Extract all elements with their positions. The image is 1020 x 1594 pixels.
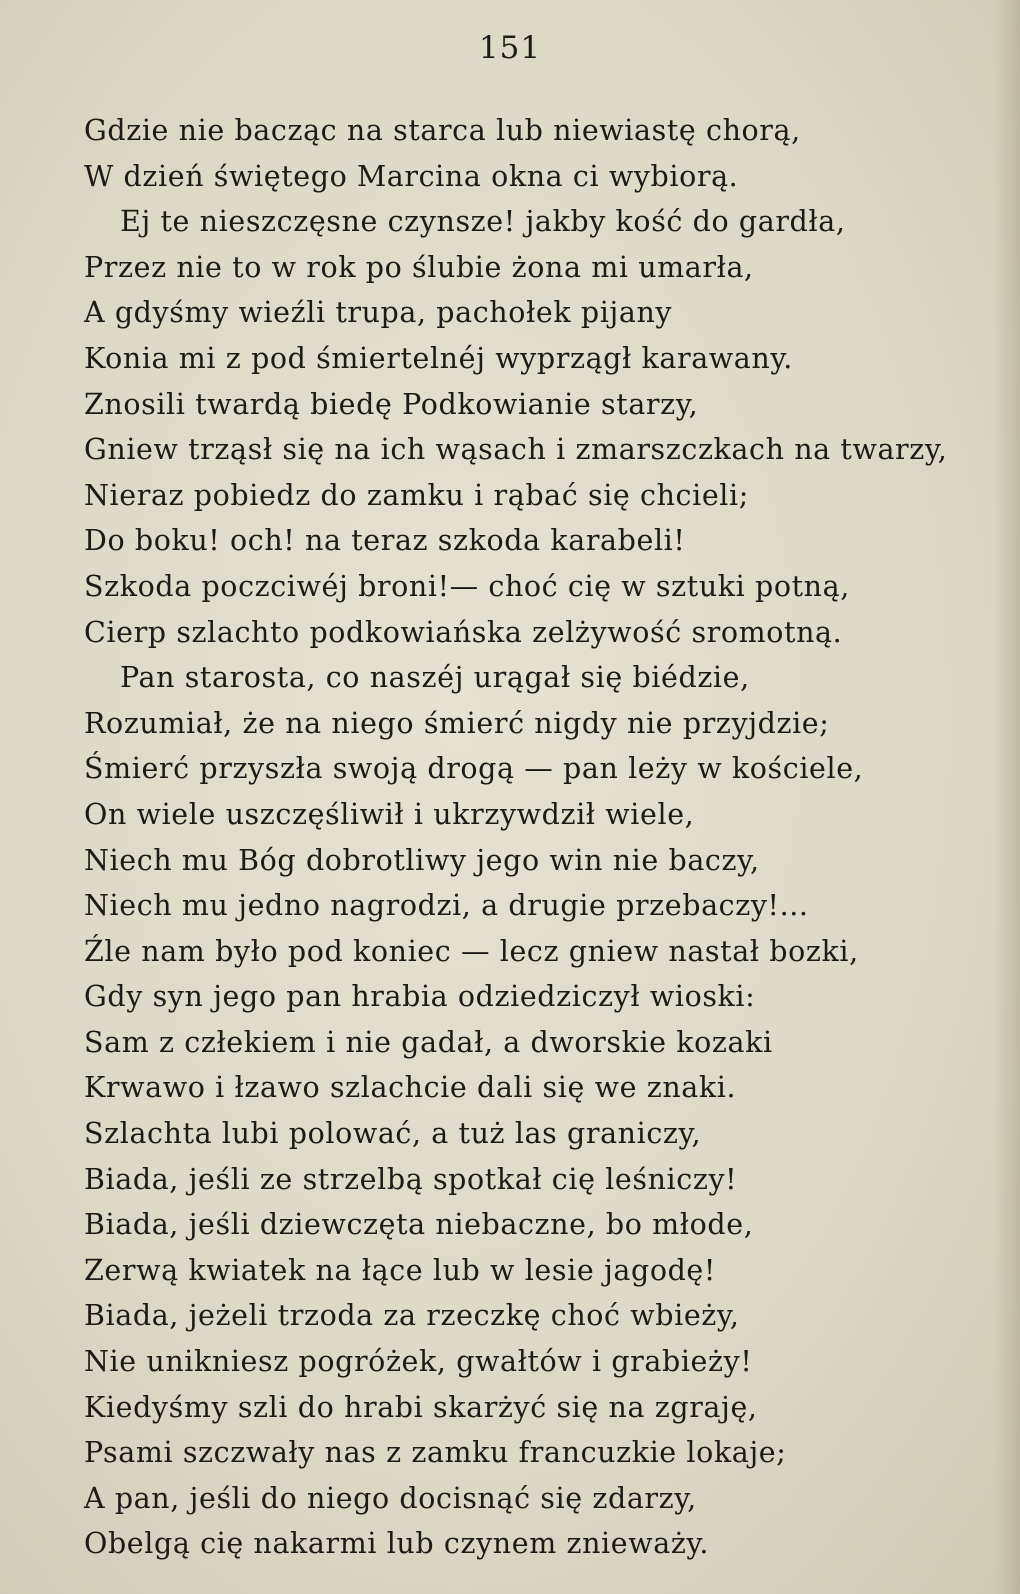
poem-line: Zerwą kwiatek na łące lub w lesie jagodę! xyxy=(84,1253,716,1287)
poem-line: Znosili twardą biedę Podkowianie starzy, xyxy=(84,387,699,421)
poem-line: Psami szczwały nas z zamku francuzkie lokaje; xyxy=(84,1436,787,1470)
poem-line: Krwawo i łzawo szlachcie dali się we znaki. xyxy=(84,1071,737,1105)
poem-line: Do boku! och! na teraz szkoda karabeli! xyxy=(84,524,686,558)
poem-line: Przez nie to w rok po ślubie żona mi umarła, xyxy=(84,250,754,284)
poem-line: Konia mi z pod śmiertelnéj wyprzągł karawany. xyxy=(84,341,793,375)
poem-line: Gniew trząsł się na ich wąsach i zmarszczkach na twarzy, xyxy=(84,433,948,467)
poem-line: Śmierć przyszła swoją drogą — pan leży w kościele, xyxy=(84,752,864,786)
poem-line: Biada, jeżeli trzoda za rzeczkę choć wbieży, xyxy=(84,1299,740,1333)
poem-line: W dzień świętego Marcina okna ci wybiorą. xyxy=(84,159,739,193)
poem-line: On wiele uszczęśliwił i ukrzywdził wiele, xyxy=(84,797,695,831)
poem-line: Cierp szlachto podkowiańska zelżywość sromotną. xyxy=(84,615,843,649)
poem-line: Źle nam było pod koniec — lecz gniew nastał bozki, xyxy=(84,934,859,968)
poem-line: Szkoda poczciwéj broni!— choć cię w sztuki potną, xyxy=(84,569,850,603)
poem-line: Biada, jeśli ze strzelbą spotkał cię leśniczy! xyxy=(84,1162,738,1196)
poem-line: Niech mu jedno nagrodzi, a drugie przebaczy!... xyxy=(84,889,809,923)
poem-line: Pan starosta, co naszéj urągał się biédzie, xyxy=(120,661,750,695)
poem-line: Sam z człekiem i nie gadał, a dworskie kozaki xyxy=(84,1025,773,1059)
page-number: 151 xyxy=(478,30,542,66)
poem-line: Ej te nieszczęsne czynsze! jakby kość do gardła, xyxy=(120,205,846,239)
poem-line: Gdy syn jego pan hrabia odziedziczył wioski: xyxy=(84,980,756,1014)
poem-line: Biada, jeśli dziewczęta niebaczne, bo młode, xyxy=(84,1208,754,1242)
poem-line: Rozumiał, że na niego śmierć nigdy nie przyjdzie; xyxy=(84,706,830,740)
poem-line: Niech mu Bóg dobrotliwy jego win nie baczy, xyxy=(84,843,760,877)
poem-line: A pan, jeśli do niego docisnąć się zdarzy, xyxy=(84,1481,697,1515)
poem-line: Szlachta lubi polować, a tuż las graniczy, xyxy=(84,1117,702,1151)
poem-text xyxy=(84,108,984,1567)
poem-line: Nieraz pobiedz do zamku i rąbać się chcieli; xyxy=(84,478,749,512)
poem-line: Obelgą cię nakarmi lub czynem znieważy. xyxy=(84,1527,710,1561)
poem-line: Gdzie nie bacząc na starca lub niewiastę chorą, xyxy=(84,114,801,147)
poem-line: Kiedyśmy szli do hrabi skarżyć się na zgraję, xyxy=(84,1390,758,1424)
page-edge-shadow xyxy=(994,0,1020,1594)
poem-line: A gdyśmy wieźli trupa, pachołek pijany xyxy=(84,296,673,330)
poem-line: Nie unikniesz pogróżek, gwałtów i grabieży! xyxy=(84,1345,753,1379)
